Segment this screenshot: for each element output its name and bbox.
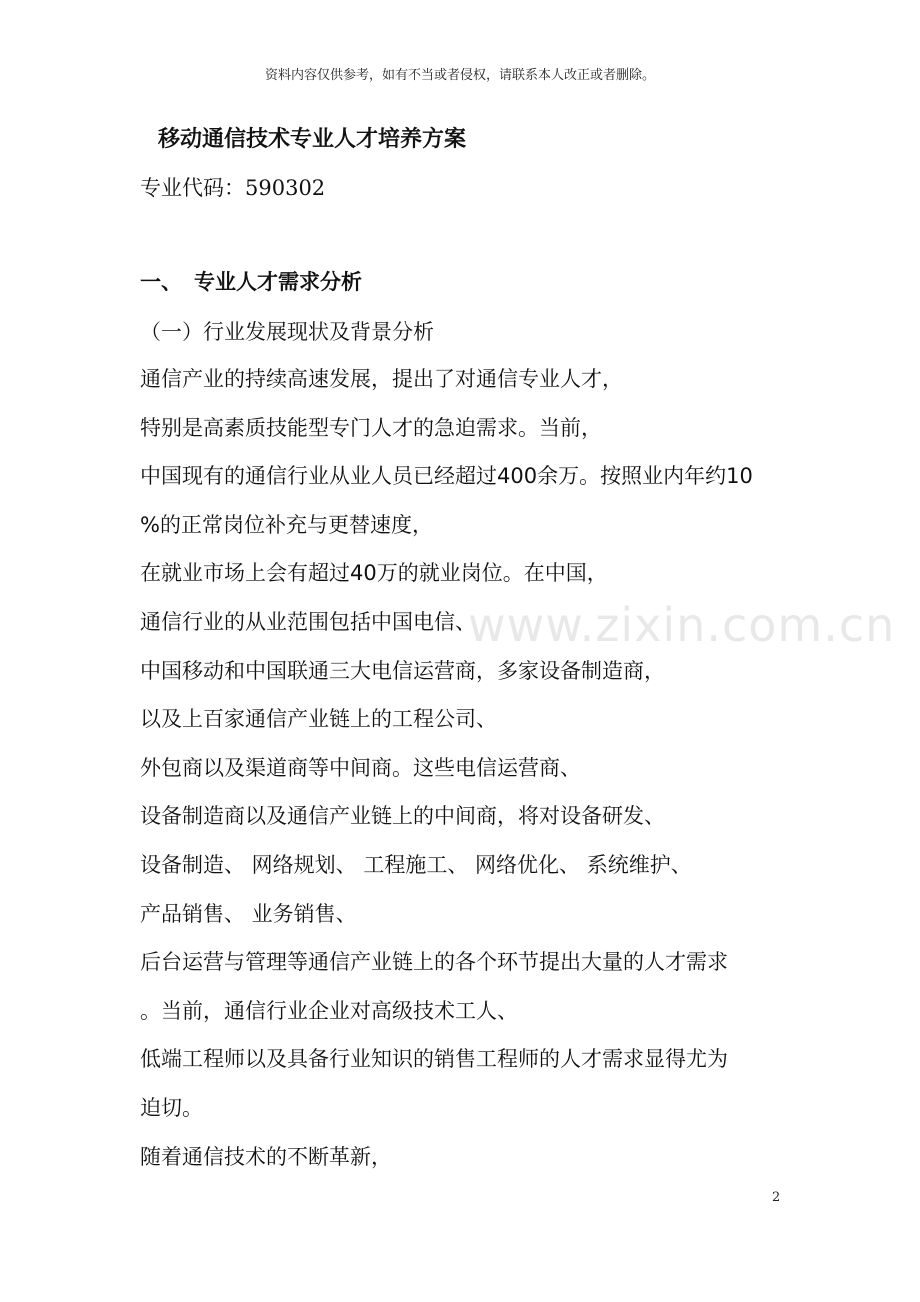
body-line: 通信产业的持续高速发展，提出了对通信专业人才， <box>140 367 623 391</box>
subsection-heading: （一）行业发展现状及背景分析 <box>140 320 434 344</box>
section-heading <box>140 266 362 296</box>
body-line: 产品销售、 业务销售、 <box>140 901 357 926</box>
header-disclaimer: 资料内容仅供参考，如有不当或者侵权，请联系本人改正或者删除。 <box>264 68 655 83</box>
body-line: 特别是高素质技能型专门人才的急迫需求。当前， <box>140 415 602 440</box>
document-title: 移动通信技术专业人才培养方案 <box>158 127 467 152</box>
page-number: 2 <box>772 1190 781 1205</box>
body-line: 外包商以及渠道商等中间商。这些电信运营商、 <box>140 755 581 780</box>
body-line: 随着通信技术的不断革新， <box>140 1144 392 1169</box>
body-line: 设备制造、 网络规划、 工程施工、 网络优化、 系统维护、 <box>140 852 692 877</box>
section-number: 一、 <box>140 270 182 294</box>
body-line: 低端工程师以及具备行业知识的销售工程师的人才需求显得尤为 <box>140 1047 728 1072</box>
major-code-value: 590302 <box>245 176 326 200</box>
body-line: 中国现有的通信行业从业人员已经超过400余万。按照业内年约10 <box>140 464 753 489</box>
watermark: www.zixin.com.cn <box>468 598 896 652</box>
body-line: %的正常岗位补充与更替速度， <box>140 512 433 537</box>
section-title: 专业人才需求分析 <box>194 270 362 294</box>
major-code-label: 专业代码： <box>140 176 245 200</box>
body-text <box>140 364 790 1190</box>
body-line: 中国移动和中国联通三大电信运营商，多家设备制造商， <box>140 658 665 683</box>
body-line: 后台运营与管理等通信产业链上的各个环节提出大量的人才需求 <box>140 950 728 975</box>
body-line: 以及上百家通信产业链上的工程公司、 <box>140 707 497 732</box>
body-line: 。当前，通信行业企业对高级技术工人、 <box>140 998 518 1023</box>
major-code-line <box>140 172 325 202</box>
body-line: 迫切。 <box>140 1095 203 1120</box>
body-line: 设备制造商以及通信产业链上的中间商，将对设备研发、 <box>140 804 665 829</box>
body-line: 在就业市场上会有超过40万的就业岗位。在中国， <box>140 561 608 586</box>
body-line: 通信行业的从业范围包括中国电信、 <box>140 609 476 634</box>
